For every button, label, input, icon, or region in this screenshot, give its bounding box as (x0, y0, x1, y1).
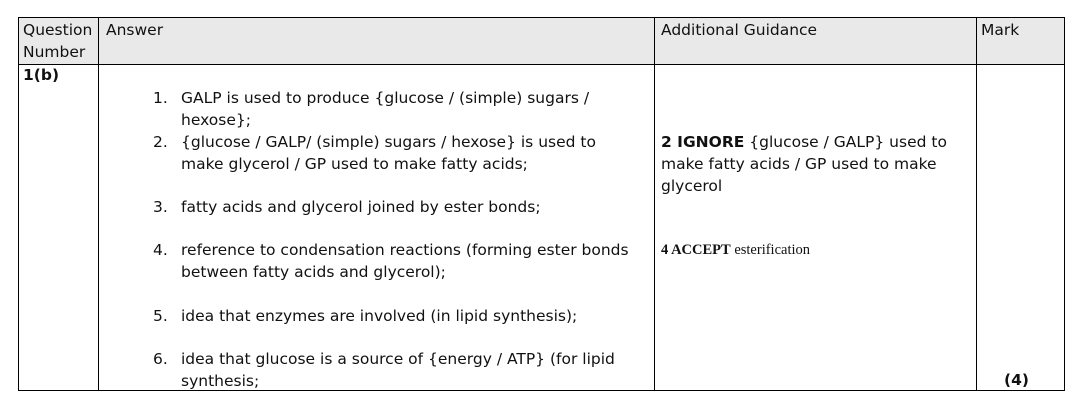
guidance-point-4 (661, 239, 961, 261)
answer-text: idea that glucose is a source of {energy / ATP} (for lipid synthesis; (181, 350, 615, 390)
column-divider-answer (654, 17, 655, 391)
column-divider-question (98, 17, 99, 391)
header-divider (18, 64, 1065, 65)
header-additional-guidance: Additional Guidance (661, 21, 818, 39)
total-mark: (4) (1004, 371, 1029, 389)
answer-text: {glucose / GALP/ (simple) sugars / hexose} is used to make glycerol / GP used to make fatty acids; (181, 133, 596, 173)
answer-text: idea that enzymes are involved (in lipid synthesis); (181, 307, 578, 325)
guidance-keyword: 4 ACCEPT (661, 242, 731, 258)
answer-text: GALP is used to produce {glucose / (simple) sugars / hexose}; (181, 89, 590, 129)
answer-number: 2. (153, 133, 168, 151)
guidance-text: {glucose / GALP} used to make fatty acids / GP used to make glycerol (661, 133, 947, 195)
answer-number: 6. (153, 350, 168, 368)
guidance-point-2 (661, 131, 961, 197)
header-mark: Mark (981, 21, 1020, 39)
header-answer: Answer (106, 21, 164, 39)
table-border-top (18, 17, 1065, 18)
column-divider-guidance (976, 17, 977, 391)
guidance-keyword: 2 IGNORE (661, 133, 745, 151)
mark-scheme-table (18, 17, 1065, 391)
column-divider-right (1064, 17, 1065, 391)
answer-text: reference to condensation reactions (forming ester bonds between fatty acids and glycerol); (181, 241, 629, 281)
answer-text: fatty acids and glycerol joined by ester bonds; (181, 198, 541, 216)
answer-number: 4. (153, 241, 168, 259)
answer-number: 3. (153, 198, 168, 216)
guidance-text: esterification (730, 242, 811, 258)
table-header-row (18, 17, 1065, 64)
question-number: 1(b) (23, 66, 60, 84)
column-divider-left (18, 17, 19, 391)
answer-number: 1. (153, 89, 168, 107)
answer-number: 5. (153, 307, 168, 325)
header-question-number: Question Number (23, 21, 93, 61)
